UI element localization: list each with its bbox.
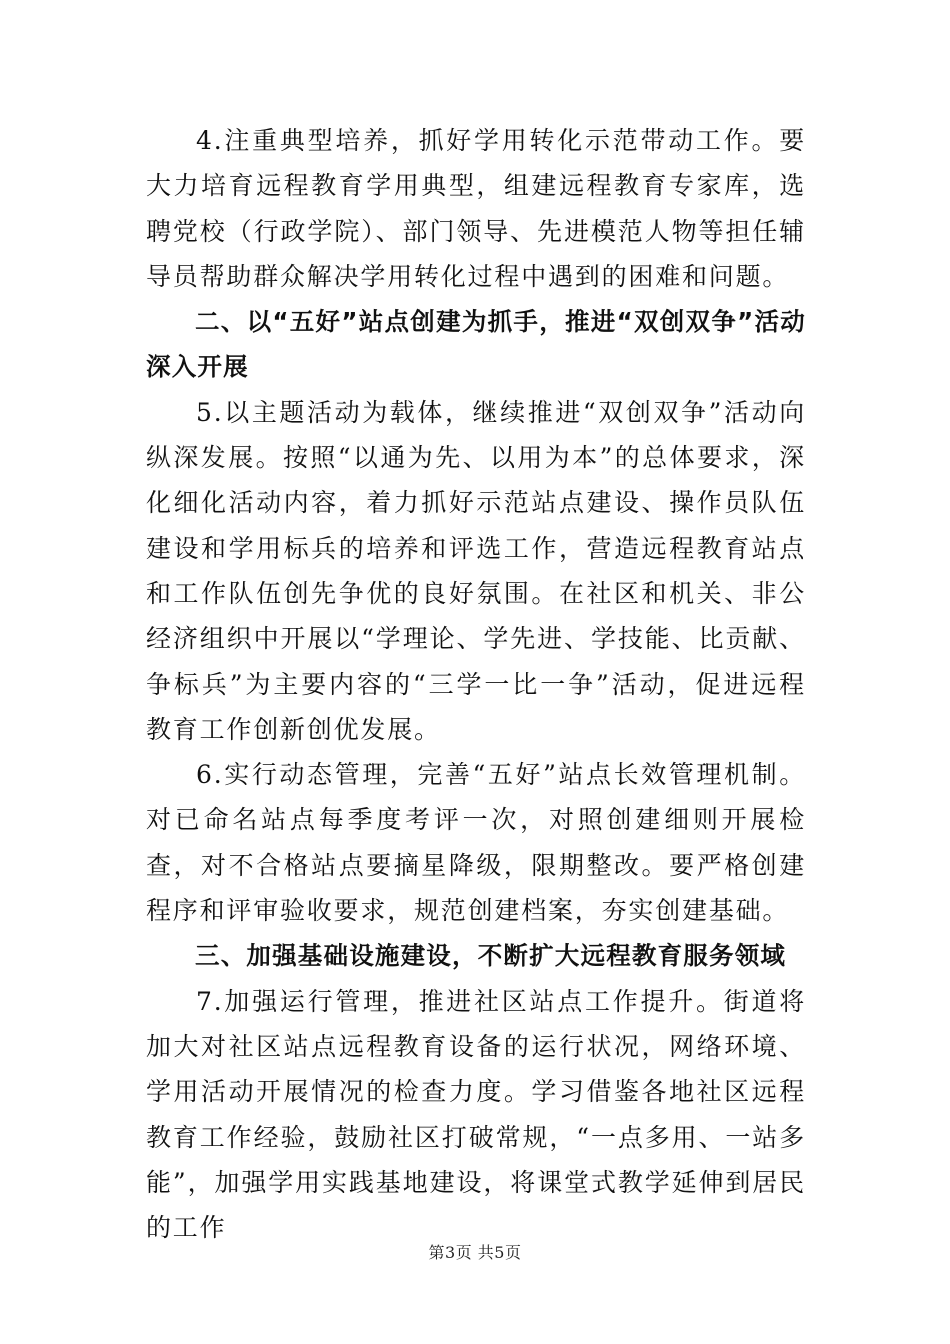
- section-heading-3: 三、加强基础设施建设，不断扩大远程教育服务领域: [195, 941, 787, 971]
- paragraph-5: 5.以主题活动为载体，继续推进“双创双争”活动向纵深发展。按照“以通为先、以用为本”的总体要求，深化细化活动内容，着力抓好示范站点建设、操作员队伍建设和学用标兵的培养和评选工作，营造远程教育站点和工作队伍创先争优的良好氛围。在社区和机关、非公经济组织中开展以“学理论、学先进、学技能、比贡献、争标兵”为主要内容的“三学一比一争”活动，促进远程教育工作创新创优发展。: [146, 397, 806, 744]
- page-number-footer: 第3页 共5页: [428, 1243, 522, 1262]
- section-heading-2: 二、以“五好”站点创建为抓手，推进“双创双争”活动深入开展: [146, 307, 806, 382]
- document-body: [146, 118, 806, 1250]
- paragraph-7: 7.加强运行管理，推进社区站点工作提升。街道将加大对社区站点远程教育设备的运行状况，网络环境、学用活动开展情况的检查力度。学习借鉴各地社区远程教育工作经验，鼓励社区打破常规，“一点多用、一站多能”，加强学用实践基地建设，将课堂式教学延伸到居民的工作: [146, 986, 806, 1243]
- paragraph-4: 4.注重典型培养，抓好学用转化示范带动工作。要大力培育远程教育学用典型，组建远程教育专家库，选聘党校（行政学院）、部门领导、先进模范人物等担任辅导员帮助群众解决学用转化过程中遇到的困难和问题。: [146, 126, 806, 291]
- paragraph-6: 6.实行动态管理，完善“五好”站点长效管理机制。对已命名站点每季度考评一次，对照创建细则开展检查，对不合格站点要摘星降级，限期整改。要严格创建程序和评审验收要求，规范创建档案，夯实创建基础。: [146, 760, 806, 926]
